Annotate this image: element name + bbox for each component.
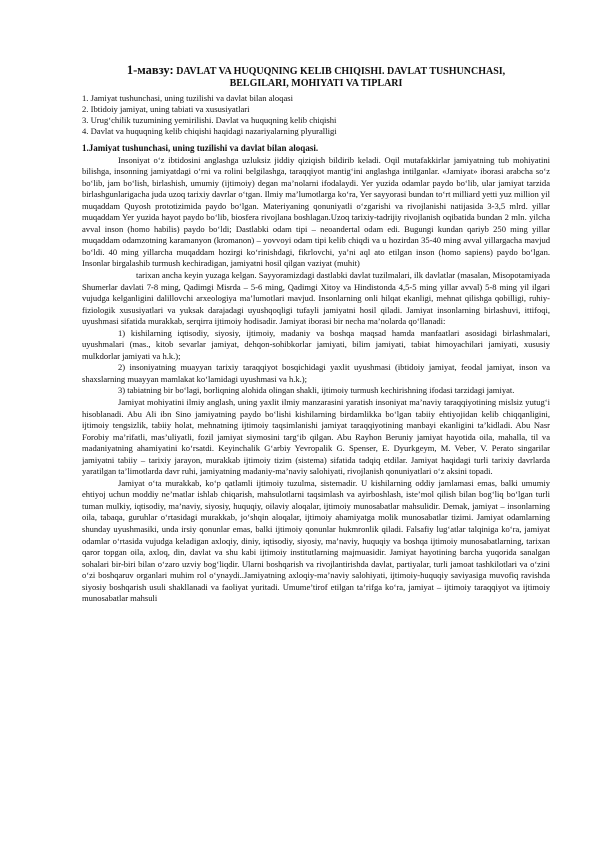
paragraph: Jamiyat mohiyatini ilmiy anglash, uning yaxlit ilmiy manzarasini yaratish insoniyat ma’naviy taraqqiyotining mislsiz yutug‘i hisoblanadi. Abu Ali ibn Sino jamiyatning paydo bo‘lishi kishilarning birdamlikka bo‘lgan tabiiy ehtiyojidan kelib chiqqanligini, ijtimoiy tengsizlik, tabiiy holat, mehnatning ijtimoiy taqsimlanishi jamiyat taraqqiyotining manbayi ekanligini ta’kidladi. Abu Nasr Forobiy ma’rifatli, mas’uliyatli, fozil jamiyat siymosini targ‘ib qilgan. Abu Rayhon Beruniy jamiyat hayotida oila, mahalla, til va madaniyatning ahamiyatini ko‘rsatdi. Keyinchalik G‘arbiy Yevropalik G. Spenser, E. Dyurkgeym, M. Veber, V. Perato singarilar jamiyatni tabiiy – tarixiy jarayon, murakkab ijtimoiy tizim (sistema) sifatida tadqiq etdilar. Jamiyat haqidagi turli tarixiy davrlarda yaratilgan ta’limotlarda davr ruhi, jamiyatning madaniy-ma’naviy salohiyati, rivojlanish qonuniyatlari o‘z aksini topadi. bbox=[82, 396, 550, 477]
topic-outline bbox=[82, 93, 550, 137]
paragraph: 2) insoniyatning muayyan tarixiy taraqqiyot bosqichidagi yaxlit uyushmasi (ibtidoiy jamiyat, feodal jamiyat, inson va shaxslarning muayyan mamlakat ko‘lamidagi uyushmasi va h.k.); bbox=[82, 362, 550, 384]
topic-title-main: DAVLAT VA HUQUQNING KELIB CHIQISHI. DAVLAT TUSHUNCHASI, bbox=[176, 66, 506, 77]
paragraph: Insoniyat o‘z ibtidosini anglashga uzluksiz jiddiy qiziqish bildirib keladi. Oqil mutafakkirlar jamiyatning tub mohiyatini bilishga, insonning jamiyatdagi o‘rni va rolini belgilashga, taraqqiyot mantig‘ini anglashga intilganlar. «Jamiyat» iborasi arabcha so‘z bo‘lib, jam bo‘lish, birlashish, umumiy (ijtimoiy) degan ma’nolarni ifodalaydi. Yer yuzida odamlar paydo bo‘lib, ular jamiyat tarzida birlashgunlarigacha juda uzoq tarixiy davrlar o‘tgan. Ilmiy ma’lumotlarga ko‘ra, Yer sayyorasi bundan to‘rt milliard yetti yuz million yil muqaddam Quyosh prototizimida paydo bo‘lgan. Materiyaning qonuniyatli o‘zgarishi va rivojlanishi natijasida 3-3,5 mlrd. yillar muqaddam Yer yuzida hayot paydo bo‘lib, biosfera rivojlana boshlagan.Uzoq tarixiy-tadrijiy rivojlanish oqibatida bundan 2 mln. yilcha avval inson (homo habilis) paydo bo‘ldi; Dastlabki odam tipi – neoandertal odam edi. Bugungi kundan qariyb 250 ming yillar muqaddam odamzotning karamanyon (kromanon) – yovvoyi odam tipi kelib chiqdi va u hozirdan 35-40 ming avval yillargacha mavjud bo‘ldi. 40 ming yillarcha muqaddam hozirgi ko‘rinishdagi, fikrlovchi, ya’ni aql ato etilgan inson (homo sapiens) paydo bo‘lgan. Insonlar birgalashib turmush kechiradigan, jamiyatni hosil qilgan vaziyat (muhit) bbox=[82, 154, 550, 269]
paragraph: Jamiyat o‘ta murakkab, ko‘p qatlamli ijtimoiy tuzulma, sistemadir. U kishilarning oddiy jamlamasi emas, balki umumiy ehtiyoj uchun moddiy ne’matlar ishlab chiqarish, mahsulotlarni taqsimlash va ayirboshlash, iste’mol qilish bilan bog‘liq bo‘lgan turli tuman mulkiy, iqtisodiy, ma’naviy, siyosiy, huquqiy, oilaviy aloqalar, ijtimoiy munosabatlar mahsulidir. Demak, jamiyat – insonlarning oila, tabaqa, guruhlar o‘rtasidagi murakkab, jo‘shqin aloqalar, ijtimoiy ahamiyatga molik munosabatlar tizimi. Jamiyat odamlarning shunday uyushmasiki, unda irsiy qonunlar emas, balki ijtimoiy qonunlar hukmronlik qiladi. Falsafiy lug‘atlar talqiniga ko‘ra, jamiyat odamlar o‘rtasida vujudga keladigan axloqiy, diniy, iqtisodiy, siyosiy, ma’naviy, huquqiy va boshqa ijtimoiy munosabatlarning, tarixan qaror topgan oila, axloq, din, davlat va shu kabi ijtimoiy institutlarning majmuasidir. Jamiyat hayotining barcha yuqorida sanalgan sohalari bir-biri bilan o‘zaro uzviy bog‘liqdir. Ularni boshqarish va rivojlantirishda davlat, partiyalar, turli jamoat tashkilotlari va o‘zini o‘zi boshqaruv organlari muhim rol o‘ynaydi..Jamiyatning axloqiy-ma’naviy salohiyati, ijtimoiy-huquqiy saviyasiga muvofiq ravishda siyosiy boshqarish usuli shakllanadi va faoliyat yuritadi. Umume’tirof etilgan ta’rifga ko‘ra, jamiyat – ijtimoiy taraqqiyot va ijtimoiy munosabatlar mahsuli bbox=[82, 477, 550, 604]
outline-item: 4. Davlat va huquqning kelib chiqishi haqidagi nazariyalarning plyuralligi bbox=[82, 126, 337, 136]
outline-item: 1. Jamiyat tushunchasi, uning tuzilishi va davlat bilan aloqasi bbox=[82, 93, 293, 103]
paragraph: tarixan ancha keyin yuzaga kelgan. Sayyoramizdagi dastlabki davlat tuzilmalari, ilk davlatlar (masalan, Misopotamiyada Shumerlar davlati 7-8 ming, Qadimgi Misrda – 5-6 ming, Qadimgi Xitoy va Hindistonda 4,5-5 ming yillar avval) 5-8 ming yil ilgari vujudga kelganligini dalillovchi arxeologiya ma’lumotlari mavjud. Insonlarning onli hilqat ekanligi, mehnat qilishga qobilligi, ruhiy-fiziologik xususiyatlari va yuksak darajadagi uyushqoqligi tufayli jamiyatni hosil qiladi. Jamiyat insonlarning birlashuvi, ittifoqi, uyushmasi sifatida murakkab, serqirra ijtimoiy hodisadir. Jamiyat iborasi bir necha ma’nolarda qo‘llanadi: bbox=[82, 269, 550, 327]
outline-item: 3. Urug‘chilik tuzumining yemirilishi. Davlat va huquqning kelib chiqishi bbox=[82, 115, 337, 125]
paragraph: 3) tabiatning bir bo‘lagi, borliqning alohida olingan shakli, ijtimoiy turmush kechirishning ifodasi tarzidagi jamiyat. bbox=[118, 385, 515, 396]
outline-item: 2. Ibtidoiy jamiyat, uning tabiati va xususiyatlari bbox=[82, 104, 250, 114]
paragraph: 1) kishilarning iqtisodiy, siyosiy, ijtimoiy, madaniy va boshqa maqsad hamda manfaatlari asosidagi birlashmalari, uyushmalari (mas., kitob sevarlar jamiyat, dehqon-sohibkorlar jamiyati, bilim jamiyati, tabiat himoyachilari jamiyati, xususiy mulkdorlar jamiyati va h.k.); bbox=[82, 327, 550, 361]
topic-prefix: 1-мавзу: bbox=[126, 63, 174, 77]
section-heading: 1.Jamiyat tushunchasi, uning tuzilishi va davlat bilan aloqasi. bbox=[82, 143, 319, 153]
topic-title bbox=[82, 64, 550, 90]
topic-title-second: BELGILARI, MOHIYATI VA TIPLARI bbox=[229, 78, 403, 89]
